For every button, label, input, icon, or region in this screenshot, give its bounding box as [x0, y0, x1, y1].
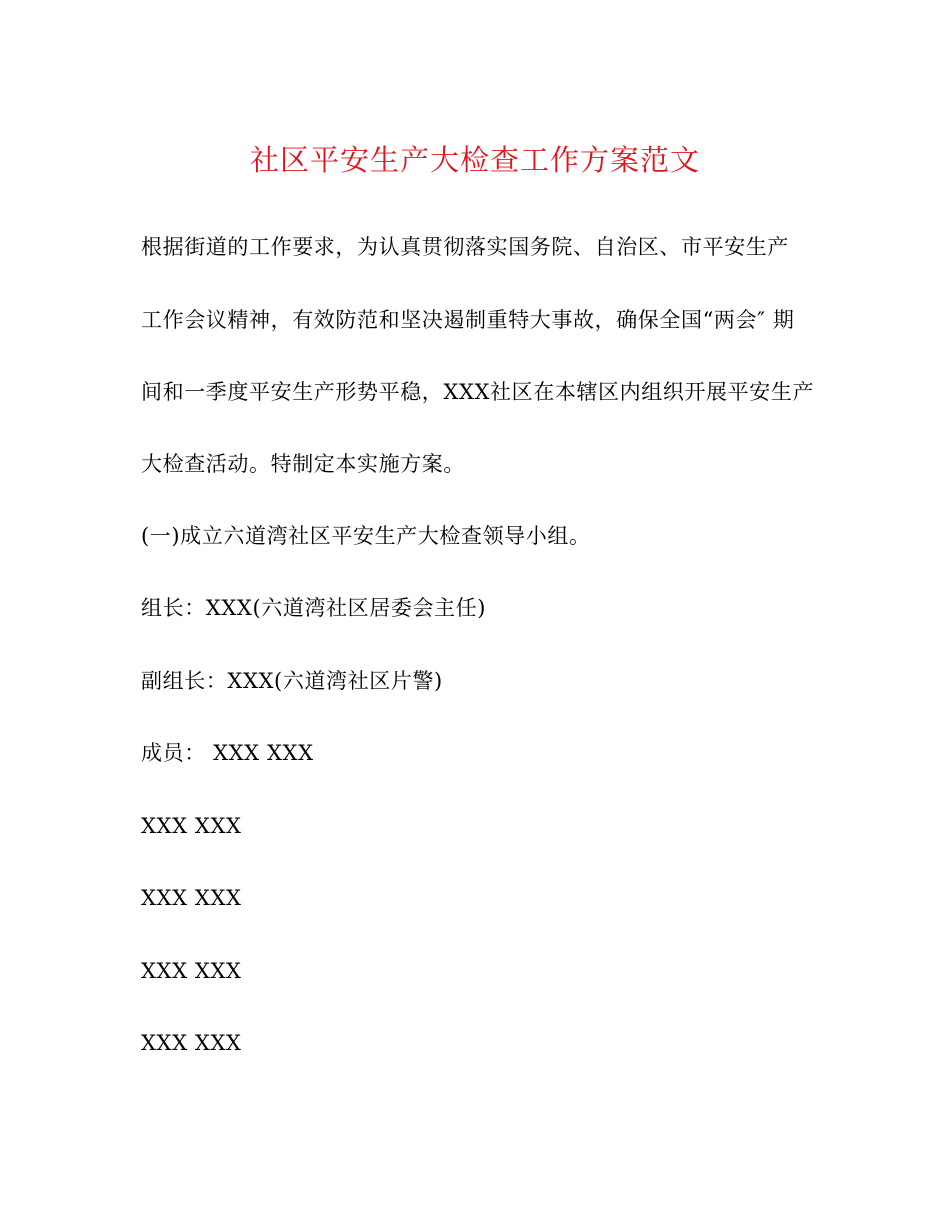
intro-line-1: 根据街道的工作要求，为认真贯彻落实国务院、自治区、市平安生产 [141, 235, 789, 259]
deputy-leader-line: 副组长：XXX(六道湾社区片警) [141, 669, 443, 693]
leader-line: 组长：XXX(六道湾社区居委会主任) [141, 596, 487, 620]
intro-line-2: 工作会议精神，有效防范和坚决遏制重特大事故，确保全国“两会″ 期 [141, 308, 795, 332]
intro-line-3: 间和一季度平安生产形势平稳，XXX社区在本辖区内组织开展平安生产 [141, 380, 815, 404]
members-label-line: 成员： XXX XXX [141, 741, 314, 765]
member-line-2: XXX XXX [141, 886, 242, 910]
section-heading: (一)成立六道湾社区平安生产大检查领导小组。 [141, 524, 591, 548]
member-line-1: XXX XXX [141, 814, 242, 838]
intro-line-4: 大检查活动。特制定本实施方案。 [141, 452, 465, 476]
member-line-3: XXX XXX [141, 959, 242, 983]
member-line-4: XXX XXX [141, 1031, 242, 1055]
document-title: 社区平安生产大检查工作方案范文 [249, 143, 700, 177]
